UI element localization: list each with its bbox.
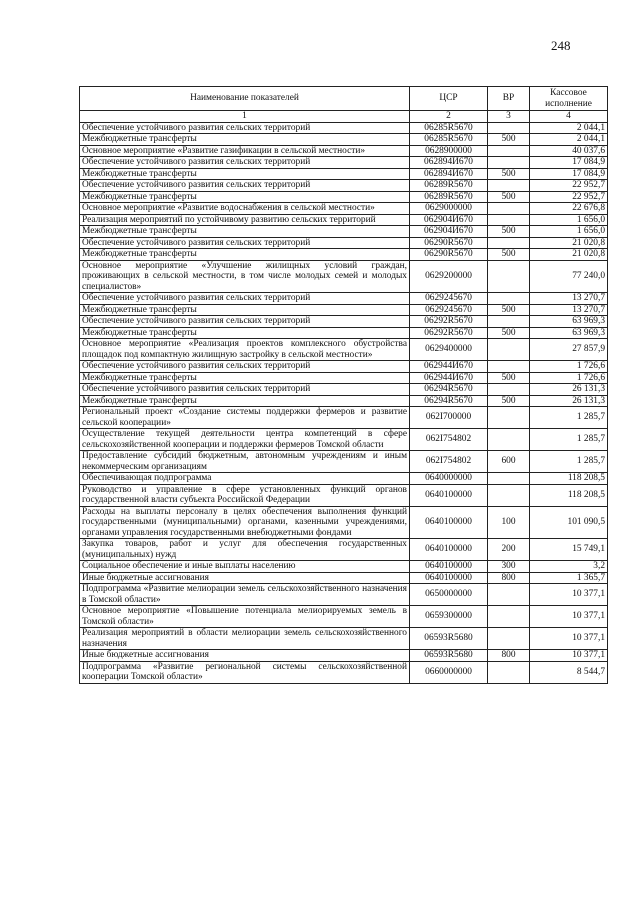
row-sum: 1 726,6 [530, 372, 608, 384]
row-sum: 1 726,6 [530, 361, 608, 373]
row-name: Расходы на выплаты персоналу в целях обеспечения выполнения функций государственными (муниципальными) органами, казенными учреждениями, органами управления государственными внебюджетными фондами [80, 506, 410, 539]
table-row [80, 473, 608, 485]
row-vr: 500 [488, 134, 530, 146]
table-row [80, 168, 608, 180]
table-header-row [80, 87, 608, 111]
row-name: Межбюджетные трансферты [80, 372, 410, 384]
row-vr: 800 [488, 650, 530, 662]
table-row [80, 304, 608, 316]
column-number: 1 [80, 111, 410, 123]
row-csr: 062I754802 [410, 429, 488, 451]
row-sum: 1 285,7 [530, 429, 608, 451]
row-sum: 10 377,1 [530, 606, 608, 628]
row-csr: 062894И670 [410, 168, 488, 180]
row-sum: 40 037,6 [530, 145, 608, 157]
row-name: Межбюджетные трансферты [80, 327, 410, 339]
row-name: Обеспечение устойчивого развития сельских территорий [80, 157, 410, 169]
row-sum: 1 656,0 [530, 214, 608, 226]
row-sum: 8 544,7 [530, 661, 608, 683]
row-csr: 06593R5680 [410, 650, 488, 662]
row-name: Межбюджетные трансферты [80, 304, 410, 316]
budget-table [79, 86, 608, 684]
row-name: Подпрограмма «Развитие мелиорации земель сельскохозяйственного назначения в Томской области» [80, 584, 410, 606]
row-vr: 500 [488, 168, 530, 180]
row-csr: 0629245670 [410, 304, 488, 316]
row-sum: 77 240,0 [530, 260, 608, 293]
row-vr: 500 [488, 304, 530, 316]
row-sum: 22 952,7 [530, 191, 608, 203]
row-csr: 06289R5670 [410, 191, 488, 203]
row-csr: 06290R5670 [410, 237, 488, 249]
table-row [80, 572, 608, 584]
table-row [80, 407, 608, 429]
row-vr: 800 [488, 572, 530, 584]
header-vr: ВР [488, 87, 530, 111]
row-vr [488, 661, 530, 683]
row-csr: 06285R5670 [410, 122, 488, 134]
table-row [80, 237, 608, 249]
row-name: Предоставление субсидий бюджетным, автономным учреждениям и иным некоммерческим организациям [80, 451, 410, 473]
table-body [80, 122, 608, 683]
row-vr [488, 122, 530, 134]
row-csr: 0640100000 [410, 572, 488, 584]
row-csr: 06294R5670 [410, 384, 488, 396]
table-row [80, 561, 608, 573]
row-name: Межбюджетные трансферты [80, 134, 410, 146]
row-csr: 0640000000 [410, 473, 488, 485]
column-number: 2 [410, 111, 488, 123]
row-sum: 13 270,7 [530, 304, 608, 316]
row-sum: 22 952,7 [530, 180, 608, 192]
row-csr: 062894И670 [410, 157, 488, 169]
row-csr: 0628900000 [410, 145, 488, 157]
row-name: Обеспечение устойчивого развития сельских территорий [80, 237, 410, 249]
row-vr [488, 407, 530, 429]
row-name: Осуществление текущей деятельности центра компетенций в сфере сельскохозяйственной кооперации и поддержки фермеров Томской области [80, 429, 410, 451]
row-vr [488, 214, 530, 226]
row-csr: 0660000000 [410, 661, 488, 683]
header-csr: ЦСР [410, 87, 488, 111]
row-name: Социальное обеспечение и иные выплаты населению [80, 561, 410, 573]
row-vr [488, 157, 530, 169]
table-row [80, 145, 608, 157]
row-name: Подпрограмма «Развитие региональной системы сельскохозяйственной кооперации Томской области» [80, 661, 410, 683]
row-vr [488, 145, 530, 157]
table-row [80, 429, 608, 451]
row-sum: 3,2 [530, 561, 608, 573]
row-sum: 26 131,3 [530, 384, 608, 396]
column-number: 3 [488, 111, 530, 123]
row-vr: 200 [488, 539, 530, 561]
column-number-row [80, 111, 608, 123]
row-sum: 118 208,5 [530, 484, 608, 506]
table-row [80, 484, 608, 506]
row-sum: 10 377,1 [530, 584, 608, 606]
row-vr: 600 [488, 451, 530, 473]
row-csr: 0640100000 [410, 506, 488, 539]
row-csr: 06292R5670 [410, 327, 488, 339]
table-row [80, 203, 608, 215]
table-row [80, 260, 608, 293]
row-vr: 500 [488, 226, 530, 238]
table-row [80, 395, 608, 407]
row-csr: 0659300000 [410, 606, 488, 628]
row-sum: 17 084,9 [530, 157, 608, 169]
row-sum: 27 857,9 [530, 339, 608, 361]
table-row [80, 361, 608, 373]
row-sum: 1 285,7 [530, 451, 608, 473]
table-row [80, 316, 608, 328]
row-sum: 10 377,1 [530, 628, 608, 650]
table-row [80, 506, 608, 539]
row-csr: 0640100000 [410, 539, 488, 561]
header-name: Наименование показателей [80, 87, 410, 111]
row-name: Руководство и управление в сфере установленных функций органов государственной власти субъекта Российской Федерации [80, 484, 410, 506]
row-name: Обеспечение устойчивого развития сельских территорий [80, 361, 410, 373]
row-vr [488, 237, 530, 249]
row-vr [488, 628, 530, 650]
row-csr: 0629245670 [410, 293, 488, 305]
row-name: Основное мероприятие «Повышение потенциала мелиорируемых земель в Томской области» [80, 606, 410, 628]
row-vr [488, 180, 530, 192]
row-vr: 500 [488, 372, 530, 384]
table-row [80, 122, 608, 134]
table-row [80, 249, 608, 261]
table-row [80, 451, 608, 473]
row-csr: 062944И670 [410, 361, 488, 373]
table-row [80, 372, 608, 384]
table-row [80, 191, 608, 203]
row-name: Межбюджетные трансферты [80, 191, 410, 203]
row-sum: 2 044,1 [530, 134, 608, 146]
table-row [80, 293, 608, 305]
table-row [80, 134, 608, 146]
table-row [80, 384, 608, 396]
row-name: Обеспечение устойчивого развития сельских территорий [80, 180, 410, 192]
row-sum: 63 969,3 [530, 327, 608, 339]
page-number: 248 [551, 38, 571, 53]
row-vr: 300 [488, 561, 530, 573]
row-vr: 500 [488, 395, 530, 407]
row-csr: 0640100000 [410, 561, 488, 573]
row-sum: 22 676,8 [530, 203, 608, 215]
row-name: Основное мероприятие «Развитие газификации в сельской местности» [80, 145, 410, 157]
row-csr: 062I700000 [410, 407, 488, 429]
row-vr: 100 [488, 506, 530, 539]
row-csr: 06593R5680 [410, 628, 488, 650]
row-name: Основное мероприятие «Развитие водоснабжения в сельской местности» [80, 203, 410, 215]
table-row [80, 584, 608, 606]
row-csr: 062I754802 [410, 451, 488, 473]
row-sum: 13 270,7 [530, 293, 608, 305]
table-row [80, 339, 608, 361]
row-name: Межбюджетные трансферты [80, 226, 410, 238]
row-name: Межбюджетные трансферты [80, 395, 410, 407]
row-csr: 0650000000 [410, 584, 488, 606]
row-csr: 06294R5670 [410, 395, 488, 407]
table-row [80, 214, 608, 226]
row-sum: 21 020,8 [530, 249, 608, 261]
table-row [80, 180, 608, 192]
row-vr [488, 339, 530, 361]
table-row [80, 661, 608, 683]
table-row [80, 327, 608, 339]
row-vr: 500 [488, 327, 530, 339]
row-name: Обеспечение устойчивого развития сельских территорий [80, 122, 410, 134]
row-name: Обеспечение устойчивого развития сельских территорий [80, 293, 410, 305]
row-vr [488, 260, 530, 293]
row-sum: 2 044,1 [530, 122, 608, 134]
row-vr [488, 361, 530, 373]
row-sum: 118 208,5 [530, 473, 608, 485]
table-row [80, 539, 608, 561]
row-csr: 06289R5670 [410, 180, 488, 192]
row-name: Реализация мероприятий по устойчивому развитию сельских территорий [80, 214, 410, 226]
row-sum: 26 131,3 [530, 395, 608, 407]
row-csr: 0629000000 [410, 203, 488, 215]
row-name: Межбюджетные трансферты [80, 249, 410, 261]
row-name: Иные бюджетные ассигнования [80, 572, 410, 584]
row-vr: 500 [488, 249, 530, 261]
row-name: Основное мероприятие «Реализация проектов комплексного обустройства площадок под компактную жилищную застройку в сельской местности» [80, 339, 410, 361]
row-sum: 1 285,7 [530, 407, 608, 429]
row-name: Обеспечение устойчивого развития сельских территорий [80, 384, 410, 396]
row-csr: 0629200000 [410, 260, 488, 293]
row-sum: 1 365,7 [530, 572, 608, 584]
row-csr: 06285R5670 [410, 134, 488, 146]
row-sum: 1 656,0 [530, 226, 608, 238]
row-vr [488, 473, 530, 485]
row-vr [488, 429, 530, 451]
row-name: Закупка товаров, работ и услуг для обеспечения государственных (муниципальных) нужд [80, 539, 410, 561]
column-number: 4 [530, 111, 608, 123]
row-csr: 06292R5670 [410, 316, 488, 328]
row-name: Обеспечение устойчивого развития сельских территорий [80, 316, 410, 328]
row-sum: 10 377,1 [530, 650, 608, 662]
table-row [80, 650, 608, 662]
table-row [80, 628, 608, 650]
row-csr: 062944И670 [410, 372, 488, 384]
row-vr [488, 316, 530, 328]
row-name: Обеспечивающая подпрограмма [80, 473, 410, 485]
row-name: Межбюджетные трансферты [80, 168, 410, 180]
row-csr: 062904И670 [410, 214, 488, 226]
row-sum: 101 090,5 [530, 506, 608, 539]
row-csr: 06290R5670 [410, 249, 488, 261]
row-vr [488, 484, 530, 506]
table-row [80, 226, 608, 238]
row-vr [488, 203, 530, 215]
row-name: Реализация мероприятий в области мелиорации земель сельскохозяйственного назначения [80, 628, 410, 650]
row-sum: 15 749,1 [530, 539, 608, 561]
row-vr: 500 [488, 191, 530, 203]
row-name: Иные бюджетные ассигнования [80, 650, 410, 662]
row-csr: 0640100000 [410, 484, 488, 506]
row-vr [488, 384, 530, 396]
header-sum: Кассовое исполнение [530, 87, 608, 111]
row-sum: 17 084,9 [530, 168, 608, 180]
row-csr: 062904И670 [410, 226, 488, 238]
row-vr [488, 606, 530, 628]
table-row [80, 606, 608, 628]
row-sum: 63 969,3 [530, 316, 608, 328]
row-sum: 21 020,8 [530, 237, 608, 249]
row-name: Региональный проект «Создание системы поддержки фермеров и развитие сельской кооперации» [80, 407, 410, 429]
row-vr [488, 293, 530, 305]
table-row [80, 157, 608, 169]
row-vr [488, 584, 530, 606]
row-csr: 0629400000 [410, 339, 488, 361]
row-name: Основное мероприятие «Улучшение жилищных условий граждан, проживающих в сельской местности, в том числе молодых семей и молодых специалистов» [80, 260, 410, 293]
